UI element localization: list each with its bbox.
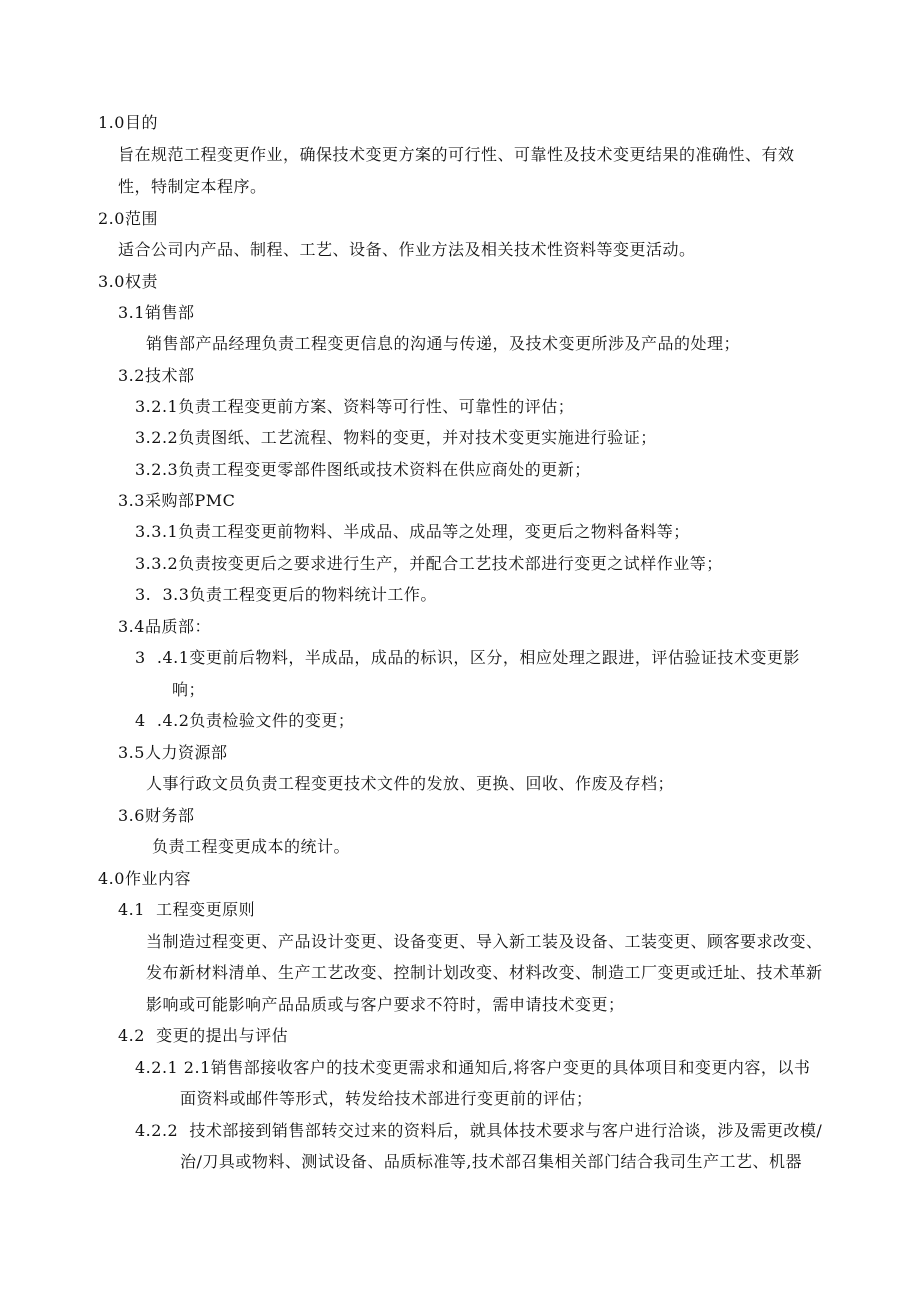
paragraph-line: 性，特制定本程序。 (118, 177, 267, 196)
list-item-continuation: 治/刀具或物料、测试设备、品质标准等,技术部召集相关部门结合我司生产工艺、机器 (180, 1152, 802, 1171)
subsection-heading: 3.3采购部PMC (118, 491, 236, 510)
list-item: 4 .4.2负责检验文件的变更； (135, 711, 355, 730)
list-item: 3. 3.3负责工程变更后的物料统计工作。 (135, 585, 437, 604)
subsection-heading: 3.1销售部 (118, 303, 195, 322)
section-heading-responsibilities: 3.0权责 (98, 272, 158, 291)
subsection-heading: 4.1 工程变更原则 (118, 900, 256, 919)
paragraph-line: 人事行政文员负责工程变更技术文件的发放、更换、回收、作废及存档； (146, 774, 675, 793)
subsection-heading: 4.2 变更的提出与评估 (118, 1026, 289, 1045)
list-item: 4.2.2 技术部接到销售部转交过来的资料后，就具体技术要求与客户进行洽谈，涉及需更改模/ (135, 1121, 823, 1140)
subsection-heading: 3.6财务部 (118, 806, 195, 825)
list-item: 3.3.2负责按变更后之要求进行生产，并配合工艺技术部进行变更之试样作业等； (135, 554, 723, 573)
list-item: 3.3.1负责工程变更前物料、半成品、成品等之处理，变更后之物料备料等； (135, 522, 690, 541)
paragraph-line: 影响或可能影响产品品质或与客户要求不符时，需申请技术变更； (146, 995, 625, 1014)
list-item-continuation: 响； (172, 680, 206, 699)
subsection-heading: 3.2技术部 (118, 366, 195, 385)
section-heading-purpose: 1.0目的 (98, 113, 158, 132)
list-item: 3.2.1负责工程变更前方案、资料等可行性、可靠性的评估； (135, 397, 575, 416)
paragraph-line: 适合公司内产品、制程、工艺、设备、作业方法及相关技术性资料等变更活动。 (118, 240, 696, 259)
paragraph-line: 销售部产品经理负责工程变更信息的沟通与传递，及技术变更所涉及产品的处理； (146, 334, 741, 353)
list-item: 4.2.1 2.1销售部接收客户的技术变更需求和通知后,将客户变更的具体项目和变更内容，以书 (135, 1058, 811, 1077)
list-item: 3 .4.1变更前后物料，半成品，成品的标识，区分，相应处理之跟进，评估验证技术变更影 (135, 648, 800, 667)
paragraph-line: 旨在规范工程变更作业，确保技术变更方案的可行性、可靠性及技术变更结果的准确性、有效 (118, 145, 795, 164)
list-item-continuation: 面资料或邮件等形式，转发给技术部进行变更前的评估； (180, 1089, 593, 1108)
subsection-heading: 3.4品质部： (118, 617, 211, 636)
paragraph-line: 负责工程变更成本的统计。 (152, 837, 351, 856)
list-item: 3.2.3负责工程变更零部件图纸或技术资料在供应商处的更新； (135, 460, 591, 479)
paragraph-line: 发布新材料清单、生产工艺改变、控制计划改变、材料改变、制造工厂变更或迁址、技术革新 (146, 963, 823, 982)
paragraph-line: 当制造过程变更、产品设计变更、设备变更、导入新工装及设备、工装变更、顾客要求改变、 (146, 932, 823, 951)
subsection-heading: 3.5人力资源部 (118, 743, 228, 762)
section-heading-scope: 2.0范围 (98, 209, 158, 228)
list-item: 3.2.2负责图纸、工艺流程、物料的变更，并对技术变更实施进行验证； (135, 428, 657, 447)
section-heading-work-content: 4.0作业内容 (98, 869, 191, 888)
